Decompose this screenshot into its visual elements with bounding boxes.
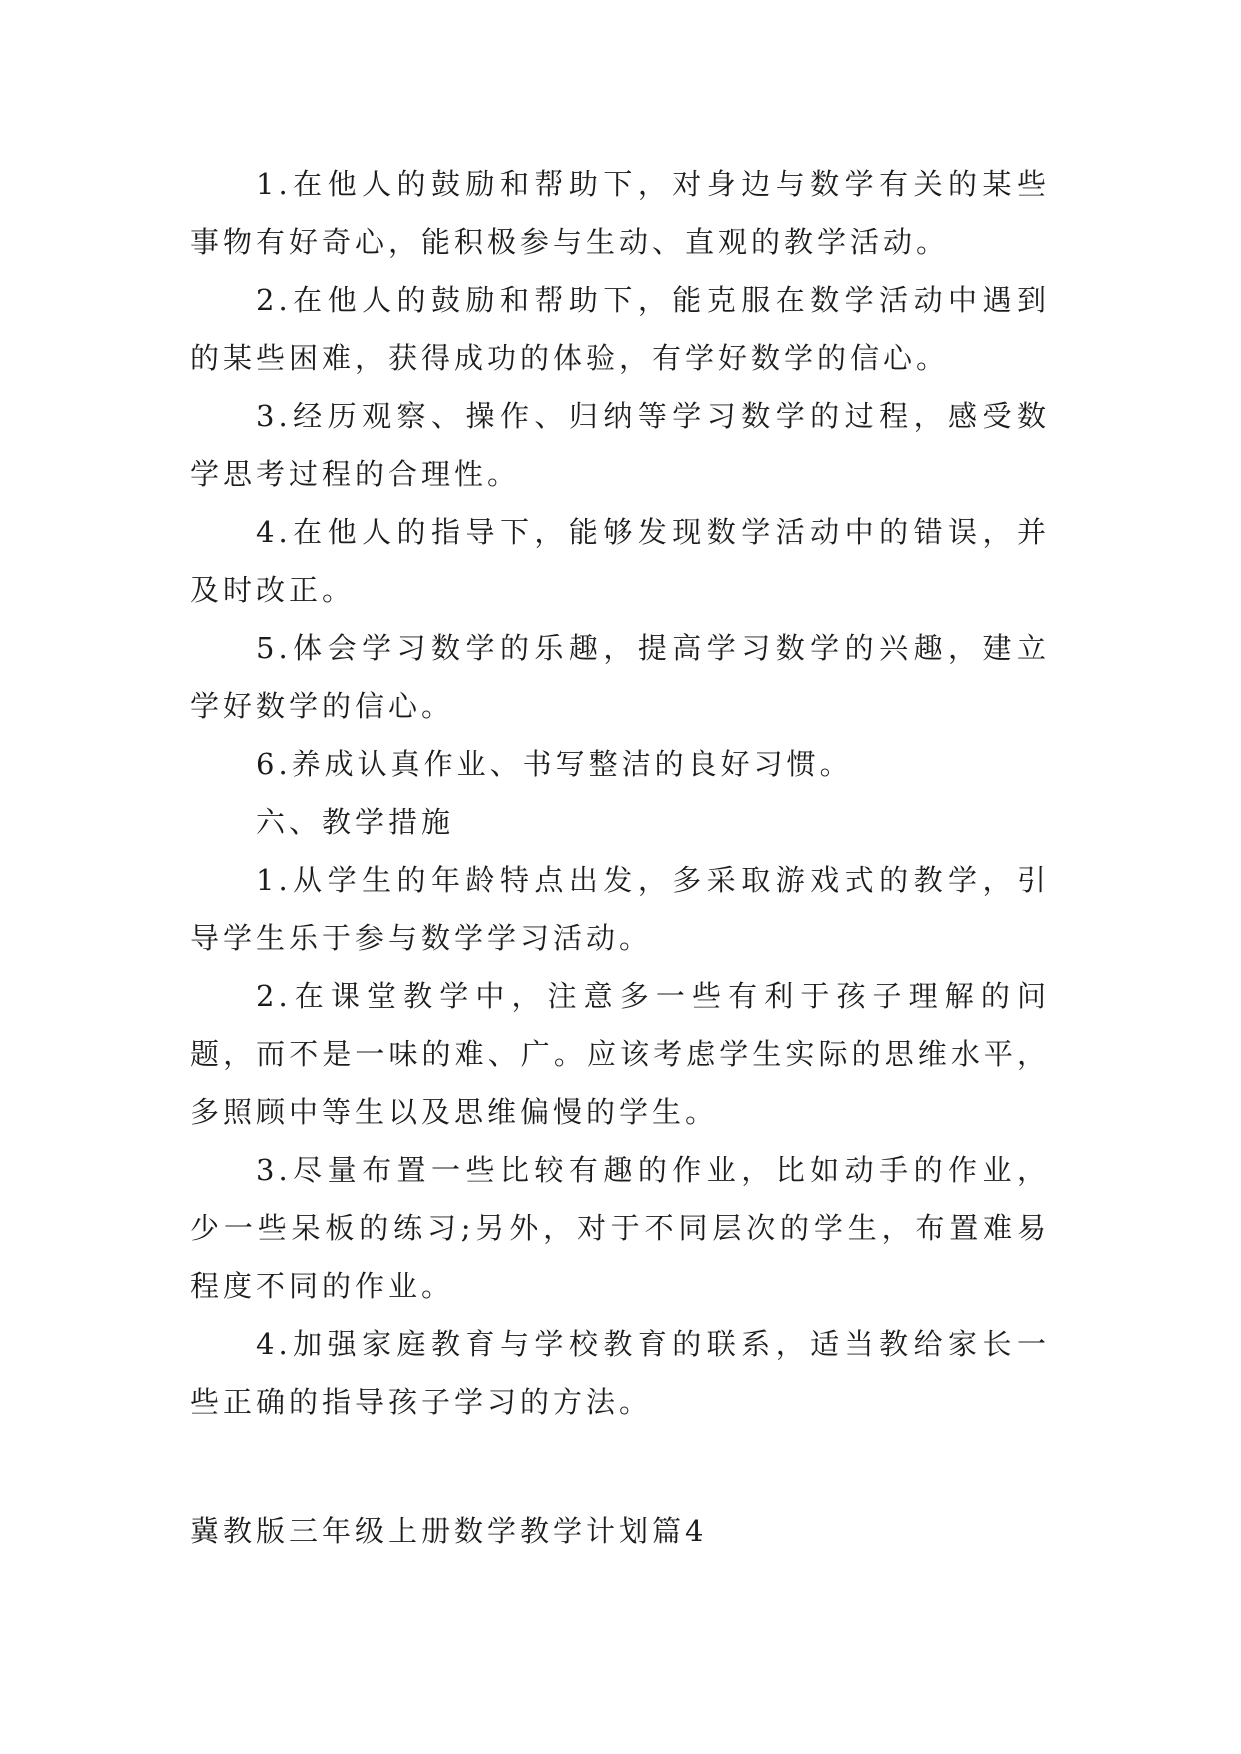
goal-1-paragraph: 1.在他人的鼓励和帮助下，对身边与数学有关的某些事物有好奇心，能积极参与生动、直观的教学活动。	[190, 167, 1050, 259]
document-body	[190, 155, 1050, 1431]
goal-5-paragraph: 5.体会学习数学的乐趣，提高学习数学的兴趣，建立学好数学的信心。	[190, 631, 1050, 723]
goal-2-paragraph: 2.在他人的鼓励和帮助下，能克服在数学活动中遇到的某些困难，获得成功的体验，有学好数学的信心。	[190, 283, 1050, 375]
goal-6-paragraph: 6.养成认真作业、书写整洁的良好习惯。	[256, 747, 853, 781]
goal-4-paragraph: 4.在他人的指导下，能够发现数学活动中的错误，并及时改正。	[190, 515, 1050, 607]
measure-2-paragraph: 2.在课堂教学中，注意多一些有利于孩子理解的问题，而不是一味的难、广。应该考虑学生实际的思维水平，多照顾中等生以及思维偏慢的学生。	[190, 979, 1050, 1129]
next-section-title: 冀教版三年级上册数学教学计划篇4	[190, 1514, 708, 1548]
section-heading-teaching-measures: 六、教学措施	[256, 805, 455, 839]
measure-4-paragraph: 4.加强家庭教育与学校教育的联系，适当教给家长一些正确的指导孩子学习的方法。	[190, 1327, 1050, 1419]
measure-1-paragraph: 1.从学生的年龄特点出发，多采取游戏式的教学，引导学生乐于参与数学学习活动。	[190, 863, 1050, 955]
goal-3-paragraph: 3.经历观察、操作、归纳等学习数学的过程，感受数学思考过程的合理性。	[190, 399, 1050, 491]
measure-3-paragraph: 3.尽量布置一些比较有趣的作业，比如动手的作业，少一些呆板的练习;另外，对于不同层次的学生，布置难易程度不同的作业。	[190, 1153, 1050, 1303]
